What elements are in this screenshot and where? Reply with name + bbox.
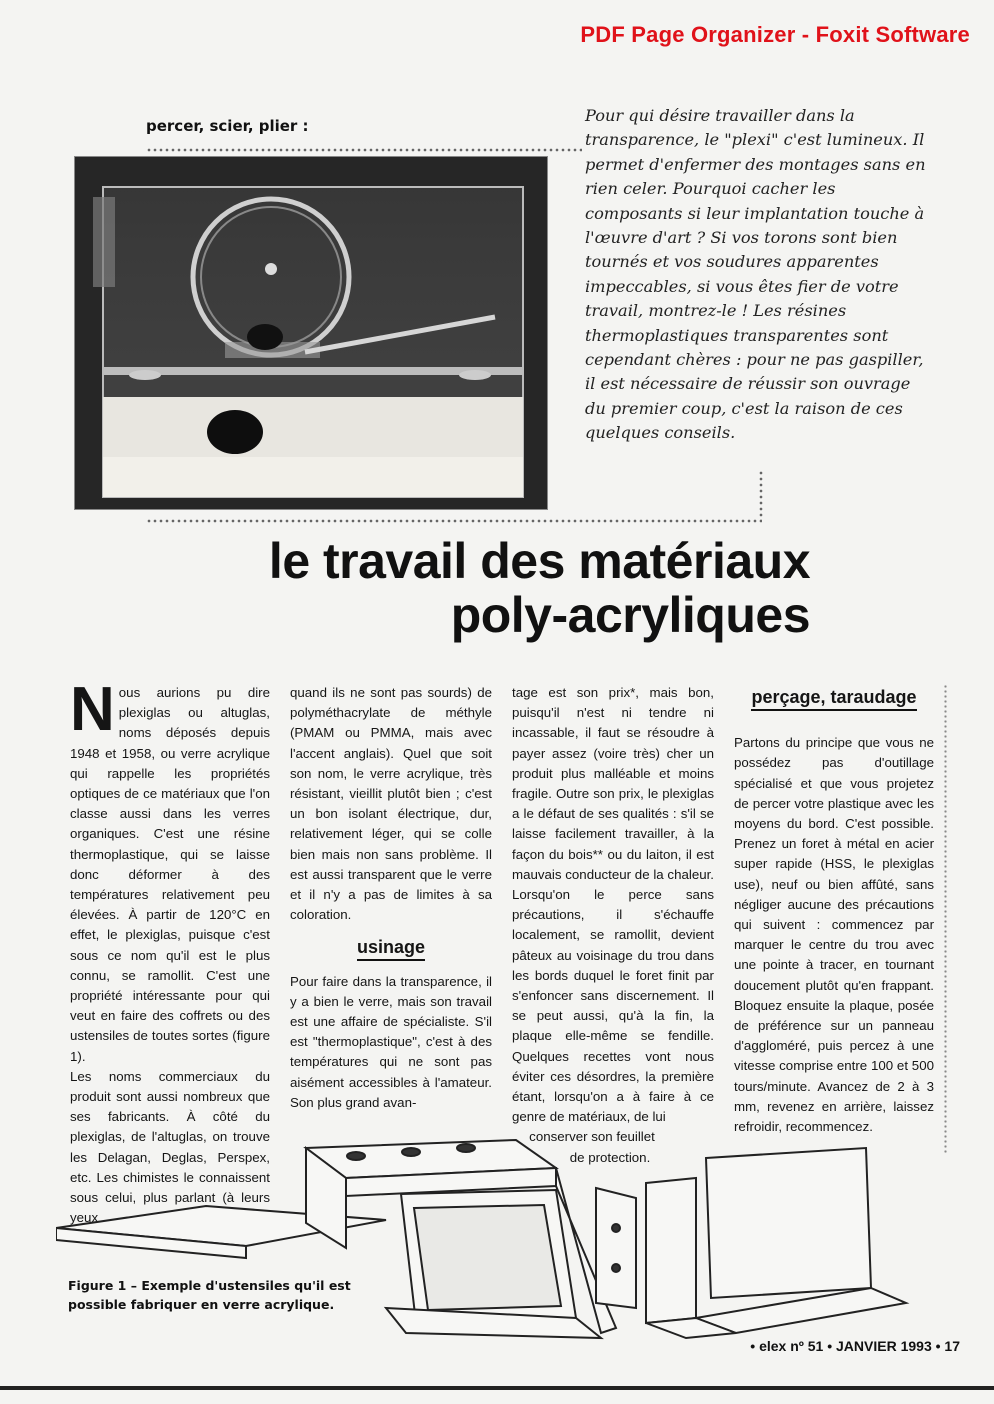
dotted-rule-bottom xyxy=(146,518,762,524)
article-title-line1: le travail des matériaux xyxy=(268,533,810,589)
dotted-rule-top xyxy=(146,147,582,153)
article-column-3 xyxy=(512,683,714,1168)
bottom-rule xyxy=(0,1386,994,1390)
photo-acrylic-cage xyxy=(74,156,548,510)
foxit-watermark: PDF Page Organizer - Foxit Software xyxy=(580,22,970,47)
figure-1-illustration xyxy=(56,1128,926,1368)
intro-text: Pour qui désire travailler dans la transparence, le "plexi" c'est lumineux. Il permet d'enfermer des montages sans en rien celer. Pourquoi cacher les composants si leur implantation touche à l'œuvre d'art ? Si vos torons sont bien tournés et vos soudures apparentes impeccables, si vous êtes fier de votre travail, montrez-le ! Les résines thermoplastiques transparentes sont cependant chères : pour ne pas gaspiller, il est nécessaire de réussir son ouvrage du premier coup, c'est la raison de ces quelques conseils. xyxy=(585,106,926,443)
col1-paragraph-1: ous aurions pu dire plexiglas ou altuglas, noms déposés depuis 1948 et 1958, ou verre acrylique qui rappelle les propriétés optiques de ce matériaux que l'on classe aussi dans les verres organiques. C'est une résine thermoplastique, qui se laisse donc déformer à des températures relativement peu élevées. À partir de 120°C en effet, le plexiglas, puisque c'est sous ce nom qu'il est le plus connu, se ramollit. C'est une propriété intéressante pour qui veut en faire des coffrets ou des ustensiles de toutes sortes (figure 1). xyxy=(70,685,270,1064)
article-column-2 xyxy=(290,683,492,1113)
col3-paragraph-1: tage est son prix*, mais bon, puisqu'il n'est ni tendre ni incassable, il faut se résoudre à payer assez (voire très) cher un produit plus malléable et moins fragile. Outre son prix, le plexiglas a le défaut de ses qualités : s'il se laisse facilement travailler, à la façon du bois** ou du laiton, il est mauvais conducteur de la chaleur. Lorsqu'on le perce sans précautions, il s'échauffe localement, se ramollit, devient pâteux au voisinage du trou dans les bords duquel le foret finit par s'enfoncer sans discernement. Il se peut aussi, qu'à la fin, la plaque elle-même se fendille. Quelques recettes vont nous éviter ces désordres, la première étant, lorsqu'on a à faire à ce genre de matériaux, de lui xyxy=(512,685,714,1125)
page-footer: • elex nº 51 • JANVIER 1993 • 17 xyxy=(750,1338,960,1354)
subhead-usinage: usinage xyxy=(290,937,492,957)
cage-photo-drawing xyxy=(75,157,547,509)
col4-paragraph-1: Partons du principe que vous ne possédez pas d'outillage spécialisé et que vous projetez de percer votre plastique avec les moyens du bord. C'est possible. Prenez un foret à métal en acier super rapide (HSS, le plexiglas use), neuf ou bien affûté, sans négliger aucune des précautions qui suivent : commencez par marquer le centre du trou avec une pointe à tracer, en tournant doucement plutôt qu'en frappant. Bloquez ensuite la plaque, posée de préférence sur un panneau d'aggloméré, puis percez à une vitesse comprise entre 100 et 500 tours/minute. Avancez de 2 à 3 mm, revenez en arrière, laissez refroidir, recommencez. xyxy=(734,735,934,1135)
dotted-rule-vertical xyxy=(758,470,764,520)
drop-cap: N xyxy=(70,675,115,744)
col2-paragraph-2: Pour faire dans la transparence, il y a bien le verre, mais son travail est une affaire de spécialiste. S'il est "thermoplastique", c'est à des températures qui ne sont pas aisément accessibles à l'amateur. Son plus grand avan- xyxy=(290,973,492,1110)
col3-tail-line-2: de protection. xyxy=(569,1149,651,1165)
column-dotted-edge xyxy=(944,684,947,1154)
article-title-line2: poly-acryliques xyxy=(450,587,810,643)
article-title xyxy=(150,534,810,642)
col3-tail-line-1: conserver son feuillet xyxy=(529,1129,655,1145)
subhead-percage: perçage, taraudage xyxy=(734,687,934,707)
section-heading-percer: percer, scier, plier : xyxy=(146,117,309,135)
col1-paragraph-2: Les noms commerciaux du produit sont aussi nombreux que ses fabricants. À côté du plexiglas, de l'altuglas, on trouve les Delagan, Deglas, Perspex, etc. Les chimistes le connaissent sous celui, plus parlant (à leurs yeux xyxy=(70,1068,270,1226)
article-column-4 xyxy=(734,683,934,1137)
figure-1-caption: Figure 1 – Exemple d'ustensiles qu'il est possible fabriquer en verre acrylique. xyxy=(68,1278,351,1312)
col2-paragraph-1: quand ils ne sont pas sourds) de polyméthacrylate de méthyle (PMAM ou PMMA, mais avec l'accent anglais). Quel que soit son nom, le verre acrylique, très résistant, vieillit plutôt bien ; c'est un bon isolant électrique, dur, relativement léger, qui se colle bien mais non sans problème. Il est aussi transparent que le verre et il n'y a pas de limites à sa coloration. xyxy=(290,685,492,923)
